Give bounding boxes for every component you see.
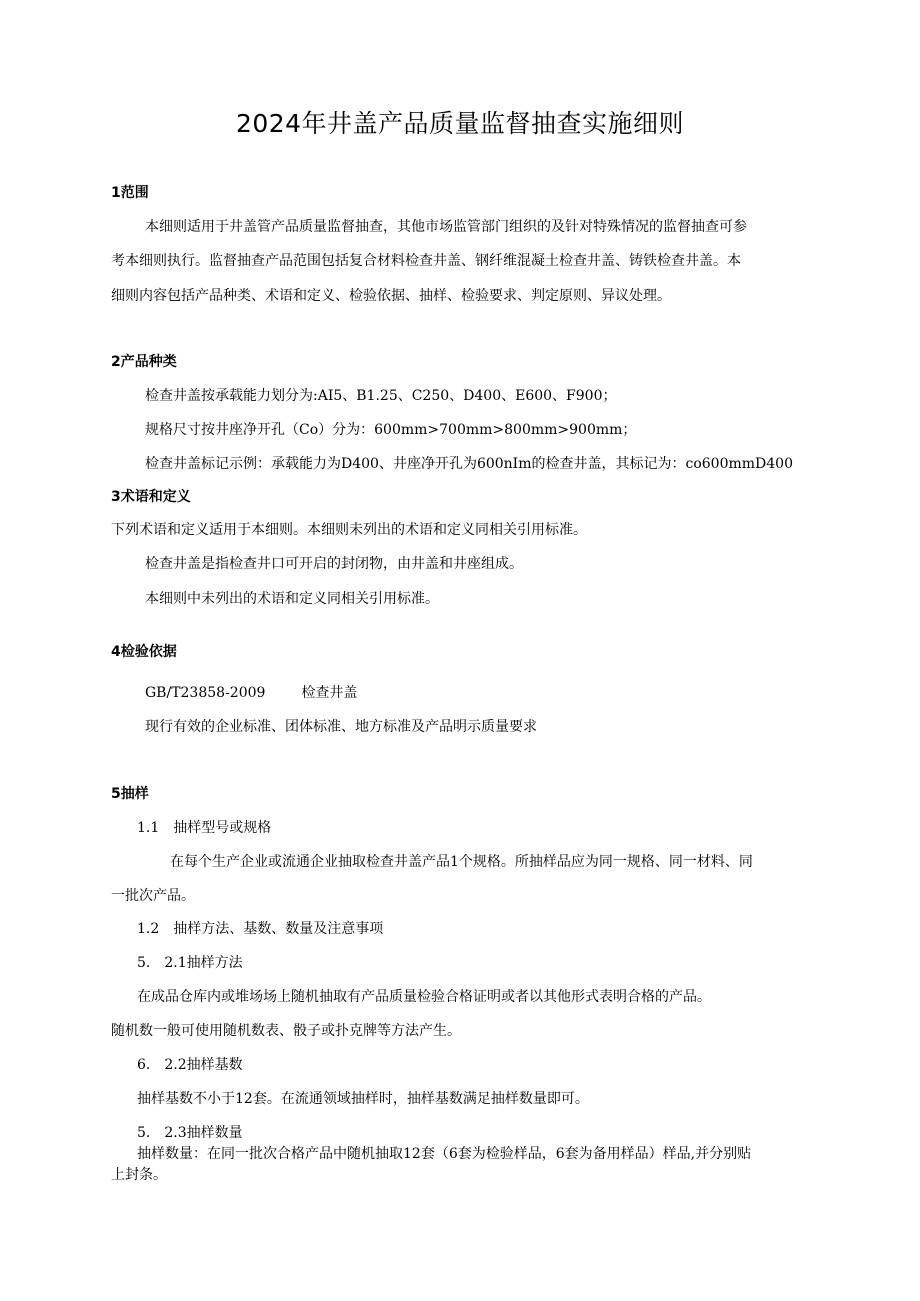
section-2-heading: 2产品种类: [111, 354, 177, 370]
sampling-base-number: 6.: [137, 1057, 151, 1073]
sampling-method-title: 2.1抽样方法: [164, 955, 243, 971]
subsection-1-1-number: 1.1: [137, 820, 160, 836]
section-4-heading: 4检验依据: [111, 644, 177, 660]
subsection-1-1-line-2: 一批次产品。: [111, 888, 195, 904]
sampling-base-heading: [137, 1055, 243, 1075]
section-3-heading: 3术语和定义: [111, 489, 191, 505]
sampling-quantity-heading: [137, 1123, 243, 1143]
sampling-method-number: 5.: [137, 955, 151, 971]
section-1-line-2: 考本细则执行。监督抽查产品范围包括复合材料检查井盖、钢纤维混凝土检查井盖、铸铁检查井盖。本: [111, 253, 741, 269]
standard-reference: [145, 683, 357, 703]
section-1-heading: 1范围: [111, 185, 149, 201]
section-5-heading: 5抽样: [111, 786, 149, 802]
section-1-line-3: 细则内容包括产品种类、术语和定义、检验依据、抽样、检验要求、判定原则、异议处理。: [111, 288, 671, 304]
document-title: 2024年井盖产品质量监督抽查实施细则: [235, 109, 685, 138]
sampling-method-heading: [137, 953, 243, 973]
sampling-base-title: 2.2抽样基数: [164, 1057, 243, 1073]
subsection-1-1-title: 抽样型号或规格: [173, 820, 272, 836]
section-3-line-1: 下列术语和定义适用于本细则。本细则未列出的术语和定义同相关引用标准。: [111, 522, 587, 538]
section-4-line-2: 现行有效的企业标准、团体标准、地方标准及产品明示质量要求: [145, 719, 537, 735]
subsection-1-2-number: 1.2: [137, 921, 160, 937]
standard-name: 检查井盖: [301, 685, 358, 701]
sampling-method-line-2: 随机数一般可使用随机数表、骰子或扑克牌等方法产生。: [111, 1023, 461, 1039]
section-2-line-2: 规格尺寸按井座净开孔（Co）分为：600mm>700mm>800mm>900mm；: [145, 422, 637, 438]
sampling-quantity-number: 5.: [137, 1125, 151, 1141]
section-3-line-2: 检查井盖是指检查井口可开启的封闭物，由井盖和井座组成。: [145, 556, 523, 572]
standard-code: GB/T23858-2009: [145, 685, 266, 701]
section-2-line-1: 检查井盖按承载能力划分为:AI5、B1.25、C250、D400、E600、F900；: [145, 388, 617, 404]
sampling-quantity-line-1: 抽样数量：在同一批次合格产品中随机抽取12套（6套为检验样品，6套为备用样品）样品,并分别贴: [137, 1146, 752, 1162]
section-1-line-1: 本细则适用于井盖管产品质量监督抽查，其他市场监管部门组织的及针对特殊情况的监督抽查可参: [145, 219, 747, 235]
subsection-1-1: [137, 818, 271, 838]
sampling-quantity-line-2: 上封条。: [111, 1167, 167, 1183]
subsection-1-1-line-1: 在每个生产企业或流通企业抽取检查井盖产品1个规格。所抽样品应为同一规格、同一材料、同: [170, 854, 753, 870]
section-2-line-3: 检查井盖标记示例：承载能力为D400、井座净开孔为600nIm的检查井盖，其标记为：co600mmD400: [145, 456, 793, 472]
sampling-base-line: 抽样基数不小于12套。在流通领域抽样时，抽样基数满足抽样数量即可。: [137, 1091, 589, 1107]
section-3-line-3: 本细则中未列出的术语和定义同相关引用标准。: [145, 591, 439, 607]
subsection-1-2: [137, 919, 383, 939]
subsection-1-2-title: 抽样方法、基数、数量及注意事项: [173, 921, 384, 937]
sampling-quantity-title: 2.3抽样数量: [164, 1125, 243, 1141]
sampling-method-line-1: 在成品仓库内或堆场场上随机抽取有产品质量检验合格证明或者以其他形式表明合格的产品。: [137, 989, 711, 1005]
